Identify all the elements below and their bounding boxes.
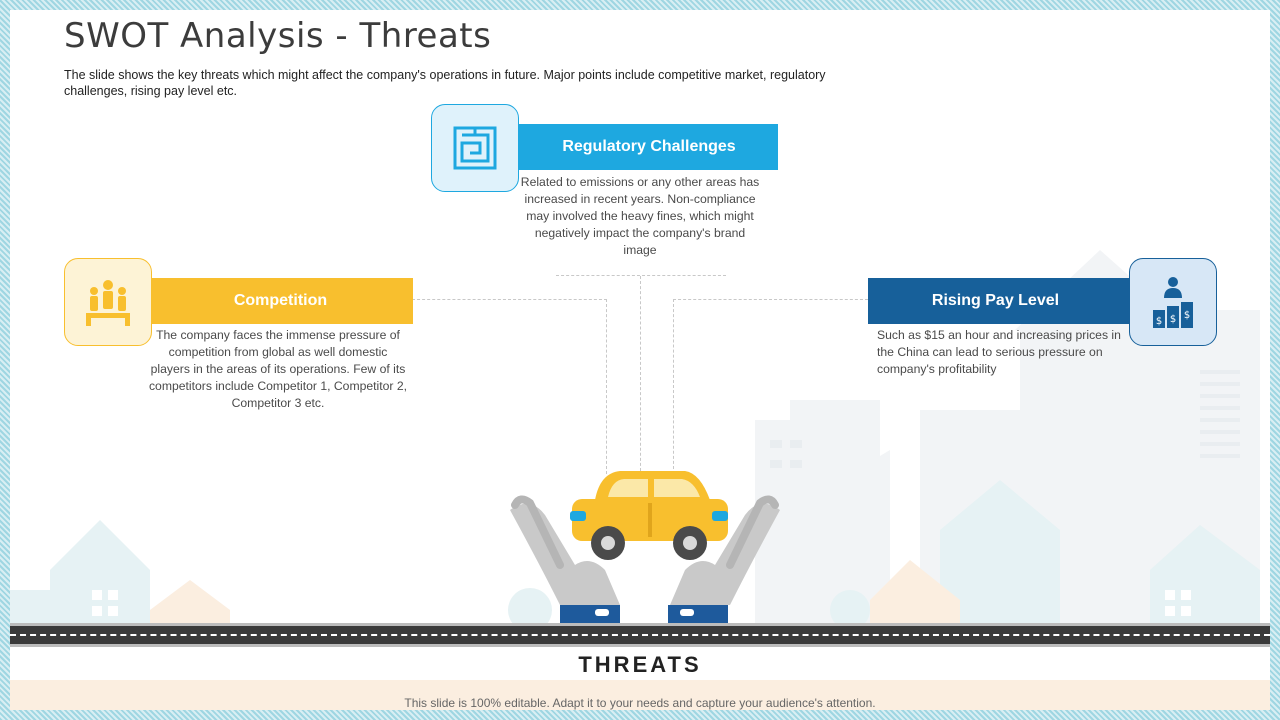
regulatory-challenges-text: Related to emissions or any other areas has increased in recent years. Non-compliance may involved the heavy fines, which might negatively impact the company's brand image bbox=[520, 175, 760, 257]
rising-pay-level-text: Such as $15 an hour and increasing prices in the China can lead to serious pressure on company's profitability bbox=[877, 328, 1121, 376]
rising-pay-level-header bbox=[868, 278, 1133, 324]
road bbox=[10, 623, 1270, 647]
competition-text: The company faces the immense pressure of competition from global as well domestic players in the areas of its operations. Few of its competitors include Competitor 1, Competitor 2, Competitor 3 etc. bbox=[148, 328, 408, 410]
connector-line bbox=[673, 299, 674, 474]
svg-text:$: $ bbox=[1155, 316, 1163, 327]
connector-line bbox=[673, 299, 868, 300]
connector-line bbox=[556, 275, 726, 276]
threats-label: THREATS bbox=[578, 652, 702, 677]
maze-icon bbox=[431, 104, 519, 192]
salary-growth-icon bbox=[1129, 258, 1217, 346]
slide bbox=[10, 10, 1270, 710]
connector-line bbox=[412, 299, 607, 300]
slide-title: SWOT Analysis - Threats bbox=[64, 16, 492, 56]
rising-pay-level-heading: Rising Pay Level bbox=[931, 292, 1060, 309]
svg-text:$: $ bbox=[1183, 310, 1191, 321]
regulatory-challenges-heading: Regulatory Challenges bbox=[562, 138, 736, 155]
competition-header bbox=[148, 278, 413, 324]
connector-line bbox=[640, 276, 641, 476]
slide-subtitle: The slide shows the key threats which might affect the company's operations in future. Major points include competitive market, regulatory challenges, rising pay level etc. bbox=[64, 68, 826, 98]
regulatory-challenges-header bbox=[510, 124, 778, 170]
connector-line bbox=[606, 299, 607, 474]
svg-text:$: $ bbox=[1169, 314, 1177, 325]
footer-note: This slide is 100% editable. Adapt it to your needs and capture your audience's attention. bbox=[404, 696, 876, 710]
podium-people-icon bbox=[64, 258, 152, 346]
hands-holding-car-illustration bbox=[500, 455, 790, 625]
road-lane-marking bbox=[10, 634, 1270, 636]
competition-heading: Competition bbox=[233, 292, 328, 309]
